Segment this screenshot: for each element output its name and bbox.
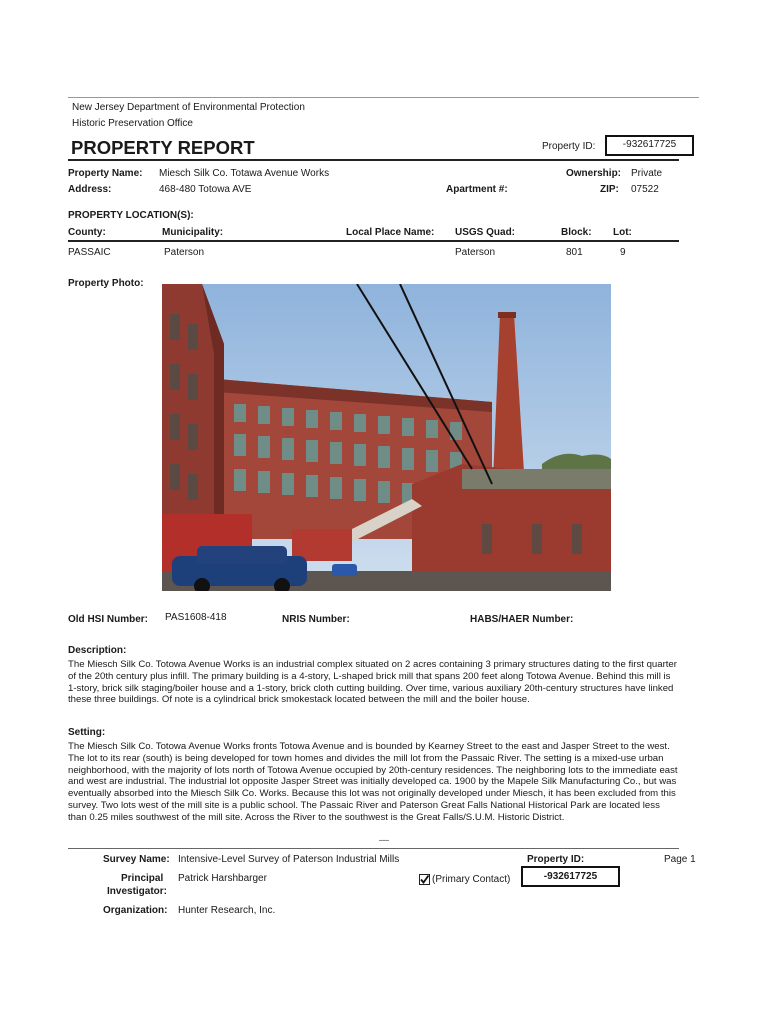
address-label: Address:: [68, 184, 112, 195]
primary-contact-checkbox[interactable]: [419, 874, 430, 885]
ownership-value: Private: [631, 168, 663, 179]
property-id-value: -932617725: [622, 139, 677, 150]
footer-property-id-label: Property ID:: [527, 854, 585, 865]
nris-label: NRIS Number:: [282, 614, 350, 625]
col-lot: Lot:: [613, 227, 632, 238]
survey-name-label: Survey Name:: [103, 854, 170, 865]
setting-text: The Miesch Silk Co. Totowa Avenue Works fronts Totowa Avenue and is bounded by Kearney Street to the east and Jasper Street to the west. The lot to its rear (south) is being developed for town homes and divides the mill lot from the Passaic River. The setting is a mixed-use urban neighborhood, with the majority of lots north of Totowa Avenue occupied by 20th-century residences. The neighboring lots to the immediate east and west are industrial. The industrial lot opposite Jasper Street was initially developed ca. 1900 by the Mapele Silk Manufacturing Co., but was eventually absorbed into the Miesch Silk Co. Works. Because this lot was not originally developed under Miesch, it has been excluded from this survey. Two lots west of the mill site is a public school. The Passaic River and Paterson Great Falls National Historical Park are located less than 0.25 miles southwest of the mill site. Across the River to the southwest is the Great Falls/S.U.M. Historic District.: [68, 741, 678, 823]
page-title: PROPERTY REPORT: [71, 137, 255, 158]
cell-municipality: Paterson: [164, 247, 205, 258]
location-header-rule: [68, 240, 679, 242]
top-rule: [68, 97, 699, 98]
zip-label: ZIP:: [600, 184, 619, 195]
col-local-place: Local Place Name:: [346, 227, 435, 238]
title-rule: [68, 159, 679, 161]
footer-property-id-box: [521, 866, 620, 887]
office-name: Historic Preservation Office: [72, 118, 193, 129]
property-id-box: [605, 135, 694, 156]
organization-label: Organization:: [103, 905, 168, 916]
cell-block: 801: [566, 247, 583, 258]
agency-name: New Jersey Department of Environmental Protection: [72, 102, 305, 113]
description-text: The Miesch Silk Co. Totowa Avenue Works is an industrial complex situated on 2 acres containing 3 primary structures dating to the first quarter of the 20th century plus infill. The primary building is a 4-story, L-shaped brick mill that spans 200 feet along Totowa Avenue. Behind this mill is 1-story, brick silk staging/boiler house and a 1-story, brick cloth cutting building. Over time, various auxiliary 20th-century structures have linked these three buildings. Of note is a cylindrical brick smokestack located between the mill and the boiler house.: [68, 659, 677, 706]
col-municipality: Municipality:: [162, 227, 224, 238]
footer-separator: —: [379, 835, 389, 846]
ownership-label: Ownership:: [566, 168, 622, 179]
property-id-label: Property ID:: [542, 141, 596, 152]
property-name-label: Property Name:: [68, 168, 143, 179]
old-hsi-value: PAS1608-418: [165, 612, 227, 623]
property-name: Miesch Silk Co. Totawa Avenue Works: [159, 168, 330, 179]
cell-usgs-quad: Paterson: [455, 247, 496, 258]
footer-rule: [68, 848, 679, 849]
page-number: Page 1: [664, 854, 696, 865]
zip-value: 07522: [631, 184, 659, 195]
pi-label-line1: Principal: [121, 873, 164, 884]
apartment-label: Apartment #:: [446, 184, 508, 195]
principal-investigator: Patrick Harshbarger: [178, 873, 267, 884]
old-hsi-label: Old HSI Number:: [68, 614, 149, 625]
primary-contact-label: (Primary Contact): [432, 874, 511, 885]
col-block: Block:: [561, 227, 592, 238]
footer-property-id-value: -932617725: [543, 871, 598, 882]
photo-label: Property Photo:: [68, 278, 144, 289]
setting-label: Setting:: [68, 727, 106, 738]
location-heading: PROPERTY LOCATION(S):: [68, 210, 194, 221]
organization: Hunter Research, Inc.: [178, 905, 276, 916]
survey-name: Intensive-Level Survey of Paterson Industrial Mills: [178, 854, 400, 865]
description-label: Description:: [68, 645, 127, 656]
property-photo: [162, 284, 611, 591]
col-usgs-quad: USGS Quad:: [455, 227, 516, 238]
checkmark-icon: [419, 874, 430, 885]
habs-haer-label: HABS/HAER Number:: [470, 614, 574, 625]
col-county: County:: [68, 227, 106, 238]
cell-county: PASSAIC: [68, 247, 111, 258]
pi-label-line2: Investigator:: [107, 886, 168, 897]
address: 468-480 Totowa AVE: [159, 184, 252, 195]
cell-lot: 9: [620, 247, 626, 258]
